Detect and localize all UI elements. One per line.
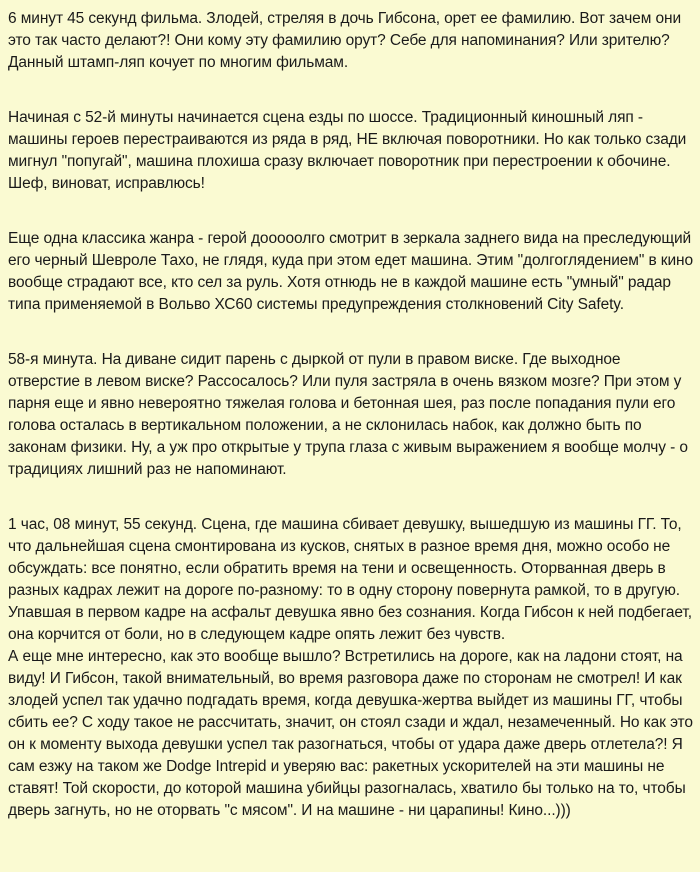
- paragraph-blooper-4: 58-я минута. На диване сидит парень с дыркой от пули в правом виске. Где выходное отверстие в левом виске? Рассосалось? Или пуля застряла в очень вязком мозге? При этом у парня еще и явно невероятно тяжелая голова и бетонная шея, раз после попадания пули его голова осталась в вертикальном положении, а не склонилась набок, как должно быть по законам физики. Ну, а уж про открытые у трупа глаза с живым выражением я вообще молчу - о традициях лишний раз не напоминают.: [8, 351, 688, 478]
- paragraph-blooper-2: Начиная с 52-й минуты начинается сцена езды по шоссе. Традиционный киношный ляп - машины героев перестраиваются из ряда в ряд, НЕ включая поворотники. Но как только сзади мигнул "попугай", машина плохиша сразу включает поворотник при перестроении к обочине. Шеф, виноват, исправлюсь!: [8, 109, 687, 192]
- paragraph-blooper-6: А еще мне интересно, как это вообще вышло? Встретились на дороге, как на ладони стоят, на виду! И Гибсон, такой внимательный, во время разговора даже по сторонам не смотрел! И как злодей успел так удачно подгадать время, когда девушка-жертва выйдет из машины ГГ, чтобы сбить ее? С ходу такое не рассчитать, значит, он стоял сзади и ждал, незамеченный. Но как это он к моменту выхода девушки успел так разогнаться, чтобы от удара даже дверь отлетела?! Я сам езжу на таком же Dodge Intrepid и уверяю вас: ракетных ускорителей на эти машины не ставят! Той скорости, до которой машина убийцы разогналась, хватило бы только на то, чтобы дверь загнуть, но не оторвать "с мясом". И на машине - ни царапины! Кино...))): [8, 648, 693, 819]
- paragraph-blooper-1: 6 минут 45 секунд фильма. Злодей, стреляя в дочь Гибсона, орет ее фамилию. Вот зачем они это так часто делают?! Они кому эту фамилию орут? Себе для напоминания? Или зрителю? Данный штамп-ляп кочует по многим фильмам.: [8, 10, 681, 71]
- paragraph-blooper-5: 1 час, 08 минут, 55 секунд. Сцена, где машина сбивает девушку, вышедшую из машины ГГ. То, что дальнейшая сцена смонтирована из кусков, снятых в разное время дня, можно особо не обсуждать: все понятно, если обратить время на тени и освещенность. Оторванная дверь в разных кадрах лежит на дороге по-разному: то в одну сторону повернута рамкой, то в другую. Упавшая в первом кадре на асфальт девушка явно без сознания. Когда Гибсон к ней подбегает, она корчится от боли, но в следующем кадре опять лежит без чувств.: [8, 516, 692, 643]
- paragraph-blooper-3: Еще одна классика жанра - герой дооооолго смотрит в зеркала заднего вида на преследующий его черный Шевроле Тахо, не глядя, куда при этом едет машина. Этим "долгоглядением" в кино вообще страдают все, кто сел за руль. Хотя отнюдь не в каждой машине есть "умный" радар типа применяемой в Вольво ХС60 системы предупреждения столкновений City Safety.: [8, 230, 694, 313]
